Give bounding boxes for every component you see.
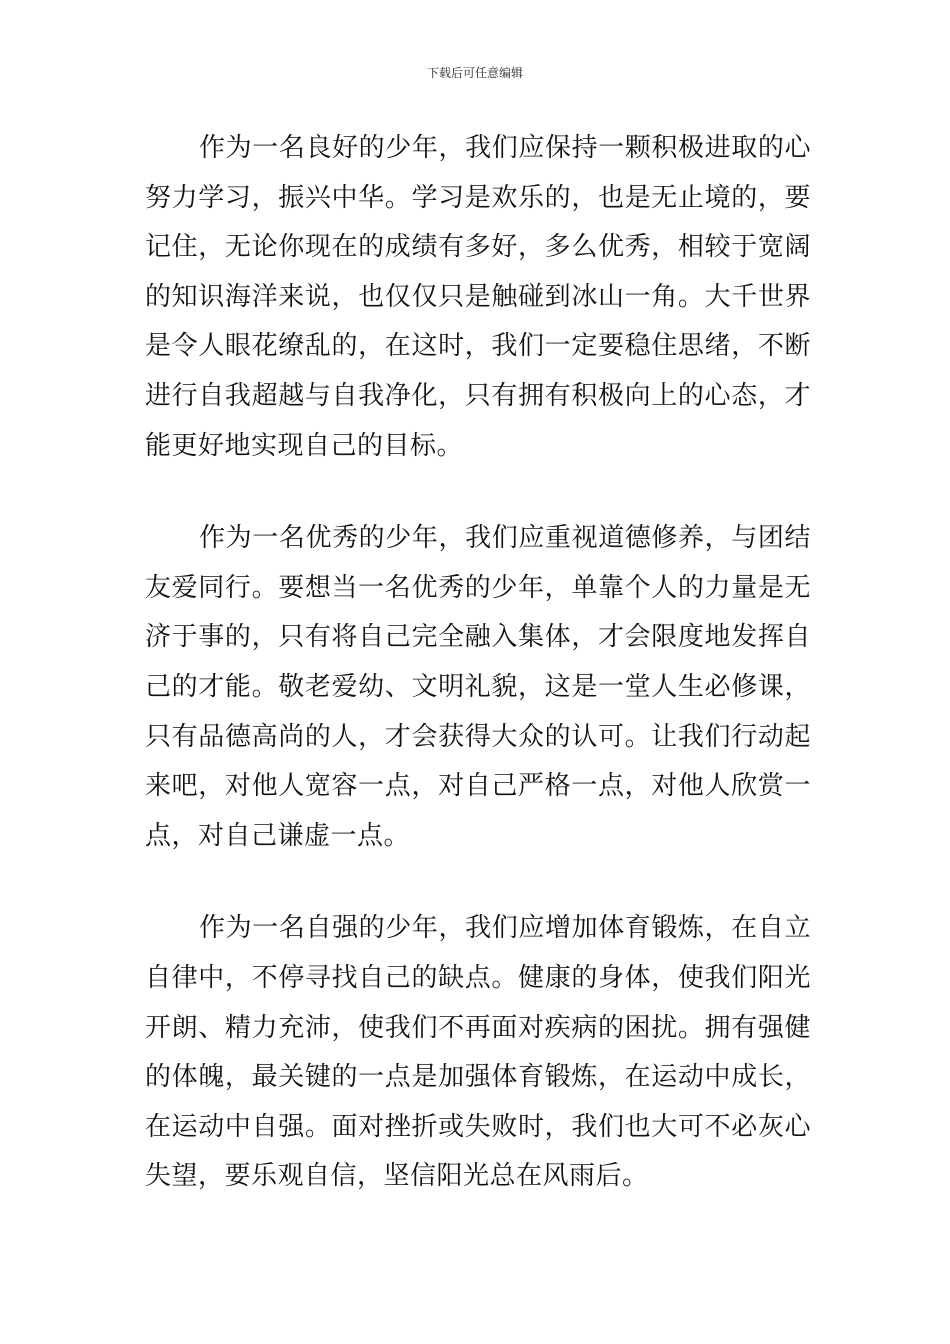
- document-body: [145, 124, 811, 1202]
- paragraph-3: 作为一名自强的少年，我们应增加体育锻炼，在自立自律中，不停寻找自己的缺点。健康的身体，使我们阳光开朗、精力充沛，使我们不再面对疾病的困扰。拥有强健的体魄，最关键的一点是加强体育锻炼，在运动中成长，在运动中自强。面对挫折或失败时，我们也大可不必灰心失望，要乐观自信，坚信阳光总在风雨后。: [145, 913, 811, 1192]
- page-header: 下载后可任意编辑: [426, 66, 523, 80]
- paragraph-2: 作为一名优秀的少年，我们应重视道德修养，与团结友爱同行。要想当一名优秀的少年，单靠个人的力量是无济于事的，只有将自己完全融入集体，才会限度地发挥自己的才能。敬老爱幼、文明礼貌，这是一堂人生必修课，只有品德高尚的人，才会获得大众的认可。让我们行动起来吧，对他人宽容一点，对自己严格一点，对他人欣赏一点，对自己谦虚一点。: [145, 523, 811, 851]
- paragraph-1: 作为一名良好的少年，我们应保持一颗积极进取的心努力学习，振兴中华。学习是欢乐的，也是无止境的，要记住，无论你现在的成绩有多好，多么优秀，相较于宽阔的知识海洋来说，也仅仅只是触碰到冰山一角。大千世界是令人眼花缭乱的，在这时，我们一定要稳住思绪，不断进行自我超越与自我净化，只有拥有积极向上的心态，才能更好地实现自己的目标。: [145, 133, 811, 461]
